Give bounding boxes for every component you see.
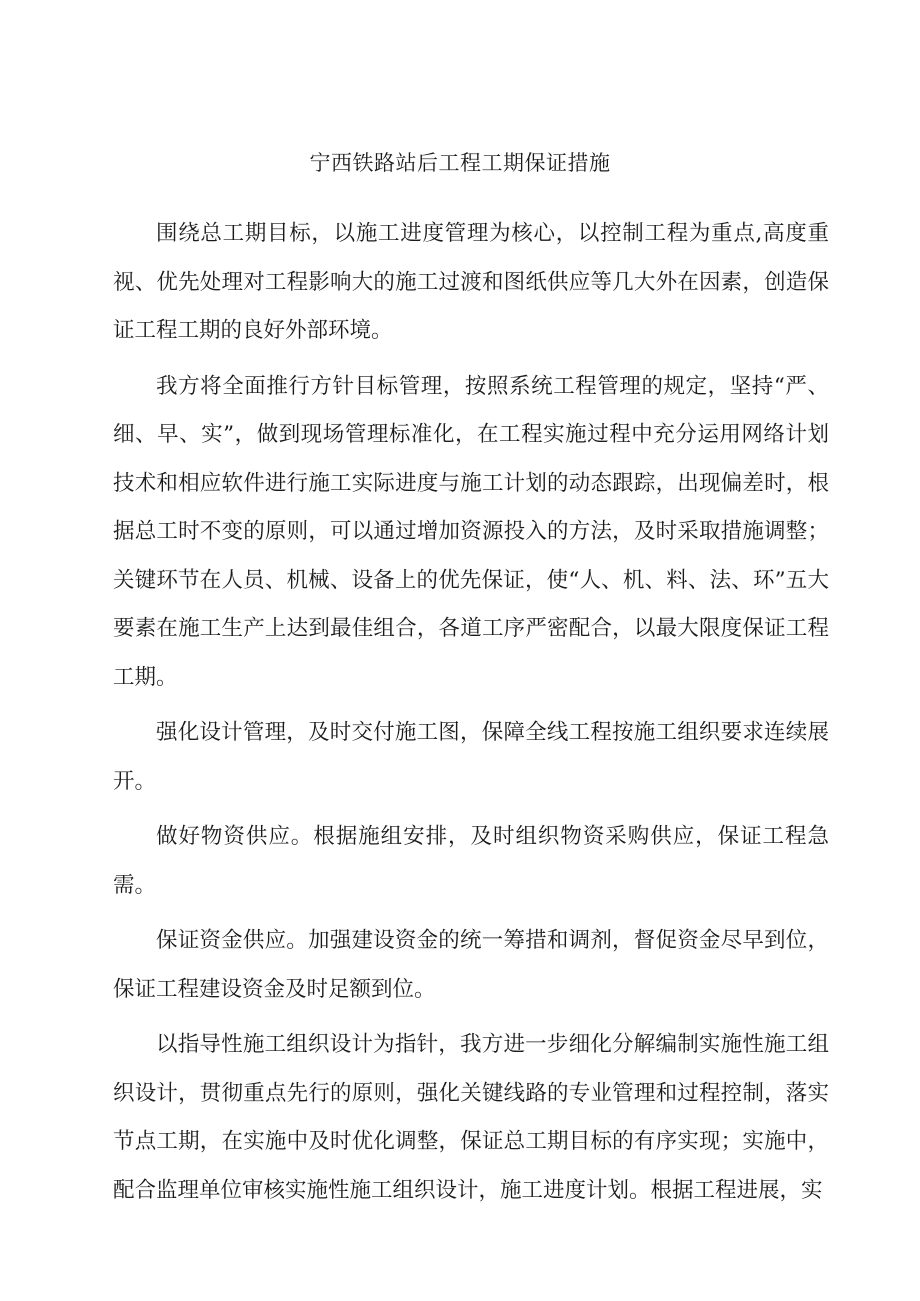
paragraph-6: 以指导性施工组织设计为指针，我方进一步细化分解编制实施性施工组织设计，贯彻重点先行的原则，强化关键线路的专业管理和过程控制，落实节点工期，在实施中及时优化调整，保证总工期目标的有序实现；实施中，配合监理单位审核实施性施工组织设计，施工进度计划。根据工程进展，实 (113, 1032, 829, 1203)
paragraph-5: 保证资金供应。加强建设资金的统一筹措和调剂，督促资金尽早到位，保证工程建设资金及时足额到位。 (113, 928, 829, 1002)
document-title: 宁西铁路站后工程工期保证措施 (309, 151, 611, 175)
paragraph-4: 做好物资供应。根据施组安排，及时组织物资采购供应，保证工程急需。 (113, 824, 829, 898)
paragraph-2: 我方将全面推行方针目标管理，按照系统工程管理的规定，坚持“严、细、早、实”，做到现场管理标准化，在工程实施过程中充分运用网络计划技术和相应软件进行施工实际进度与施工计划的动态跟踪，出现偏差时，根据总工时不变的原则，可以通过增加资源投入的方法，及时采取措施调整；关键环节在人员、机械、设备上的优先保证，使“人、机、料、法、环”五大要素在施工生产上达到最佳组合，各道工序严密配合，以最大限度保证工程工期。 (113, 373, 829, 690)
document-body (113, 210, 829, 1222)
paragraph-1: 围绕总工期目标，以施工进度管理为核心，以控制工程为重点,高度重视、优先处理对工程影响大的施工过渡和图纸供应等几大外在因素，创造保证工程工期的良好外部环境。 (113, 221, 829, 343)
paragraph-3: 强化设计管理，及时交付施工图，保障全线工程按施工组织要求连续展开。 (113, 720, 829, 794)
